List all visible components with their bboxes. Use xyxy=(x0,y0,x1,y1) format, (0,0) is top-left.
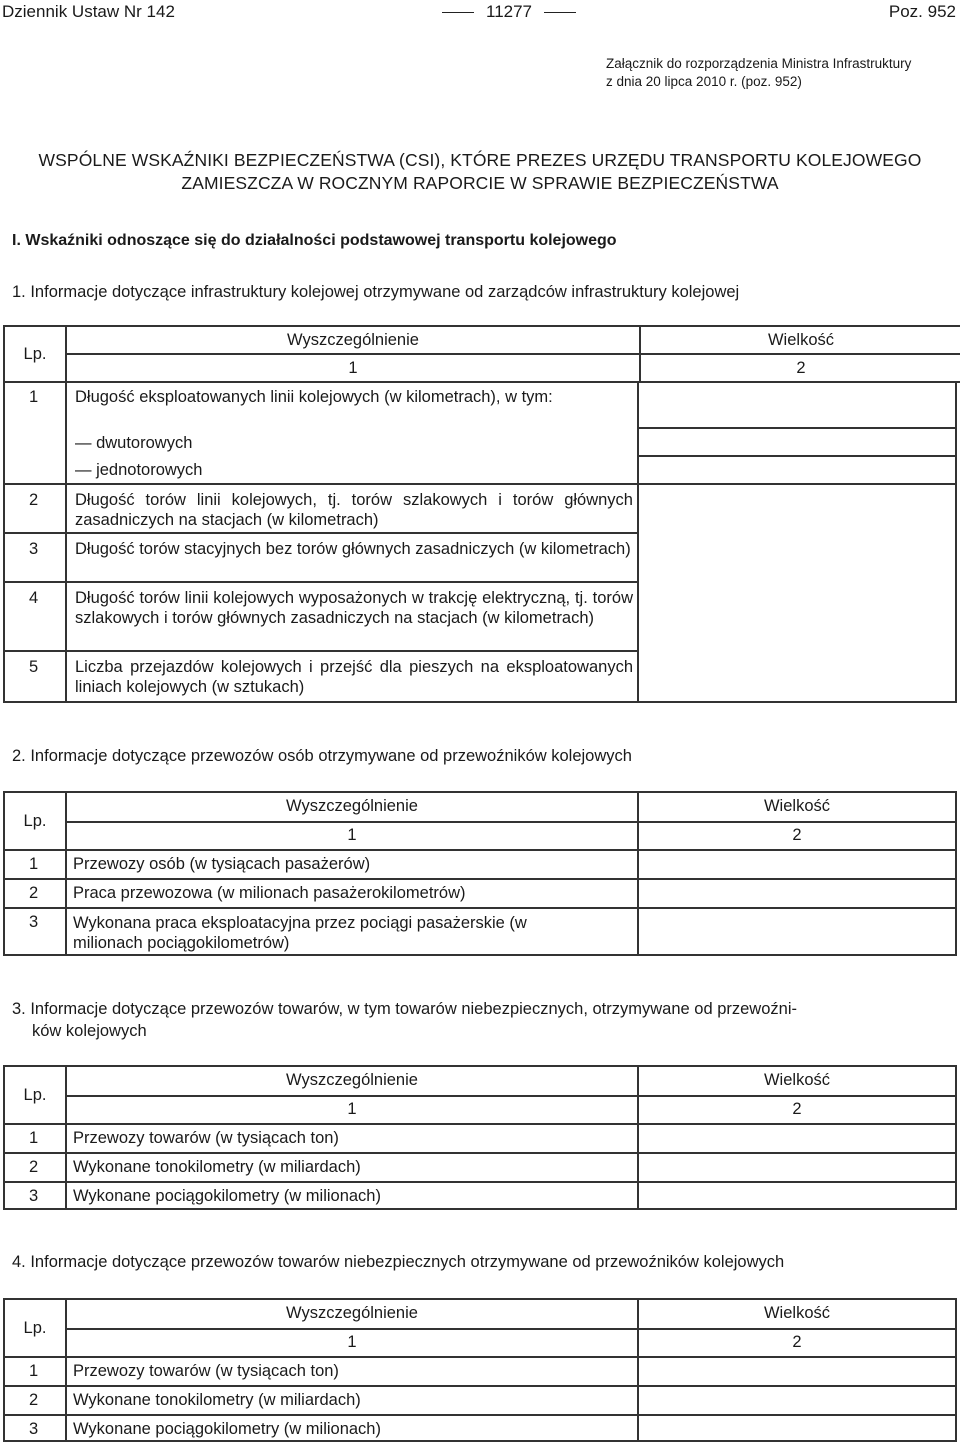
table4-heading: 4. Informacje dotyczące przewozów towarów niebezpiecznych otrzymywane od przewoźników kolejowych xyxy=(12,1253,785,1271)
row-text: Przewozy towarów (w tysiącach ton) xyxy=(73,1362,339,1380)
row-text: Wykonane tonokilometry (w miliardach) xyxy=(73,1158,361,1176)
col2-number: 2 xyxy=(792,1100,802,1118)
annex-line-2: z dnia 20 lipca 2010 r. (poz. 952) xyxy=(606,74,802,89)
passenger-table xyxy=(3,791,957,956)
row-text: Wykonana praca eksploatacyjna przez pociągi pasażerskie (w milionach pociągokilometrów) xyxy=(73,914,527,952)
row-number: 3 xyxy=(29,1420,39,1438)
row-text: Praca przewozowa (w milionach pasażerokilometrów) xyxy=(73,884,466,902)
infrastructure-table xyxy=(3,325,960,383)
row-text: Długość eksploatowanych linii kolejowych (w kilometrach), w tym: xyxy=(75,388,553,406)
table-row-sub: — dwutorowych xyxy=(75,434,193,452)
annex-note xyxy=(606,55,956,91)
value-header: Wielkość xyxy=(640,326,960,354)
row-number: 3 xyxy=(29,1187,39,1205)
row-number: 2 xyxy=(29,884,39,902)
document-title xyxy=(0,149,960,195)
row-text: Długość torów linii kolejowych, tj. torów szlakowych i torów głównych zasadniczych na stacjach (w kilometrach) xyxy=(75,491,633,529)
page-number xyxy=(430,2,588,22)
row-number: 1 xyxy=(29,1362,39,1380)
lp-header: Lp. xyxy=(4,326,66,382)
row-number: 2 xyxy=(29,1391,39,1409)
col2-number: 2 xyxy=(792,1333,802,1351)
row-number: 4 xyxy=(29,589,39,607)
annex-line-1: Załącznik do rozporządzenia Ministra Infrastruktury xyxy=(606,56,912,71)
table2-heading: 2. Informacje dotyczące przewozów osób otrzymywane od przewoźników kolejowych xyxy=(12,747,632,765)
table1-heading: 1. Informacje dotyczące infrastruktury kolejowej otrzymywane od zarządców infrastruktury kolejowej xyxy=(12,283,740,301)
spec-header: Wyszczególnienie xyxy=(286,1071,418,1089)
journal-name: Dziennik Ustaw Nr 142 xyxy=(2,2,175,21)
value-header: Wielkość xyxy=(763,1304,830,1322)
page-header xyxy=(0,2,960,22)
freight-table xyxy=(3,1065,957,1210)
table-row xyxy=(29,588,633,628)
col1-number: 1 xyxy=(66,354,640,382)
col1-number: 1 xyxy=(347,1333,357,1351)
dangerous-goods-table xyxy=(3,1298,957,1442)
row-number: 3 xyxy=(29,913,39,931)
table3-heading-line-1: 3. Informacje dotyczące przewozów towarów, w tym towarów niebezpiecznych, otrzymywane od przewoźni- xyxy=(12,1000,797,1018)
title-line-2: ZAMIESZCZA W ROCZNYM RAPORCIE W SPRAWIE BEZPIECZEŃSTWA xyxy=(181,173,779,193)
table3-heading xyxy=(12,998,797,1042)
lp-header: Lp. xyxy=(23,1086,47,1104)
table3-heading-line-2: ków kolejowych xyxy=(32,1022,147,1040)
row-number: 3 xyxy=(29,540,39,558)
row-number: 1 xyxy=(29,388,39,406)
spec-header: Wyszczególnienie xyxy=(66,326,640,354)
row-text: Wykonane pociągokilometry (w milionach) xyxy=(73,1420,381,1438)
row-text: Liczba przejazdów kolejowych i przejść dla pieszych na eksploatowanych liniach kolejowych (w sztukach) xyxy=(75,658,633,696)
row-number: 2 xyxy=(29,491,39,509)
row-text: Przewozy towarów (w tysiącach ton) xyxy=(73,1129,339,1147)
lp-header: Lp. xyxy=(23,1319,47,1337)
position-number: Poz. 952 xyxy=(888,2,956,21)
infrastructure-table-body xyxy=(3,381,957,703)
section-title: I. Wskaźniki odnoszące się do działalności podstawowej transportu kolejowego xyxy=(12,232,617,249)
table-row xyxy=(29,539,633,559)
col2-number: 2 xyxy=(792,826,802,844)
row-text: Przewozy osób (w tysiącach pasażerów) xyxy=(73,855,371,873)
page-number-text: 11277 xyxy=(486,2,533,21)
table-row xyxy=(29,657,633,697)
row-number: 2 xyxy=(29,1158,39,1176)
value-header: Wielkość xyxy=(763,1071,830,1089)
title-line-1: WSPÓLNE WSKAŹNIKI BEZPIECZEŃSTWA (CSI), KTÓRE PREZES URZĘDU TRANSPORTU KOLEJOWEGO xyxy=(38,150,922,170)
lp-header: Lp. xyxy=(23,812,47,830)
col1-number: 1 xyxy=(347,1100,357,1118)
table-row xyxy=(29,490,633,530)
table-row-sub: — jednotorowych xyxy=(75,461,203,479)
row-number: 1 xyxy=(29,1129,39,1147)
row-text: Wykonane tonokilometry (w miliardach) xyxy=(73,1391,361,1409)
value-header: Wielkość xyxy=(763,797,830,815)
row-number: 1 xyxy=(29,855,39,873)
row-text: Długość torów linii kolejowych wyposażonych w trakcję elektryczną, tj. torów szlakowych i torów głównych zasadniczych na stacjach (w kilometrach) xyxy=(75,589,633,627)
col2-number: 2 xyxy=(640,354,960,382)
row-text: Długość torów stacyjnych bez torów głównych zasadniczych (w kilometrach) xyxy=(75,540,631,558)
row-number: 5 xyxy=(29,658,39,676)
spec-header: Wyszczególnienie xyxy=(286,1304,418,1322)
spec-header: Wyszczególnienie xyxy=(286,797,418,815)
table-row xyxy=(29,387,629,407)
col1-number: 1 xyxy=(347,826,357,844)
row-text: Wykonane pociągokilometry (w milionach) xyxy=(73,1187,381,1205)
